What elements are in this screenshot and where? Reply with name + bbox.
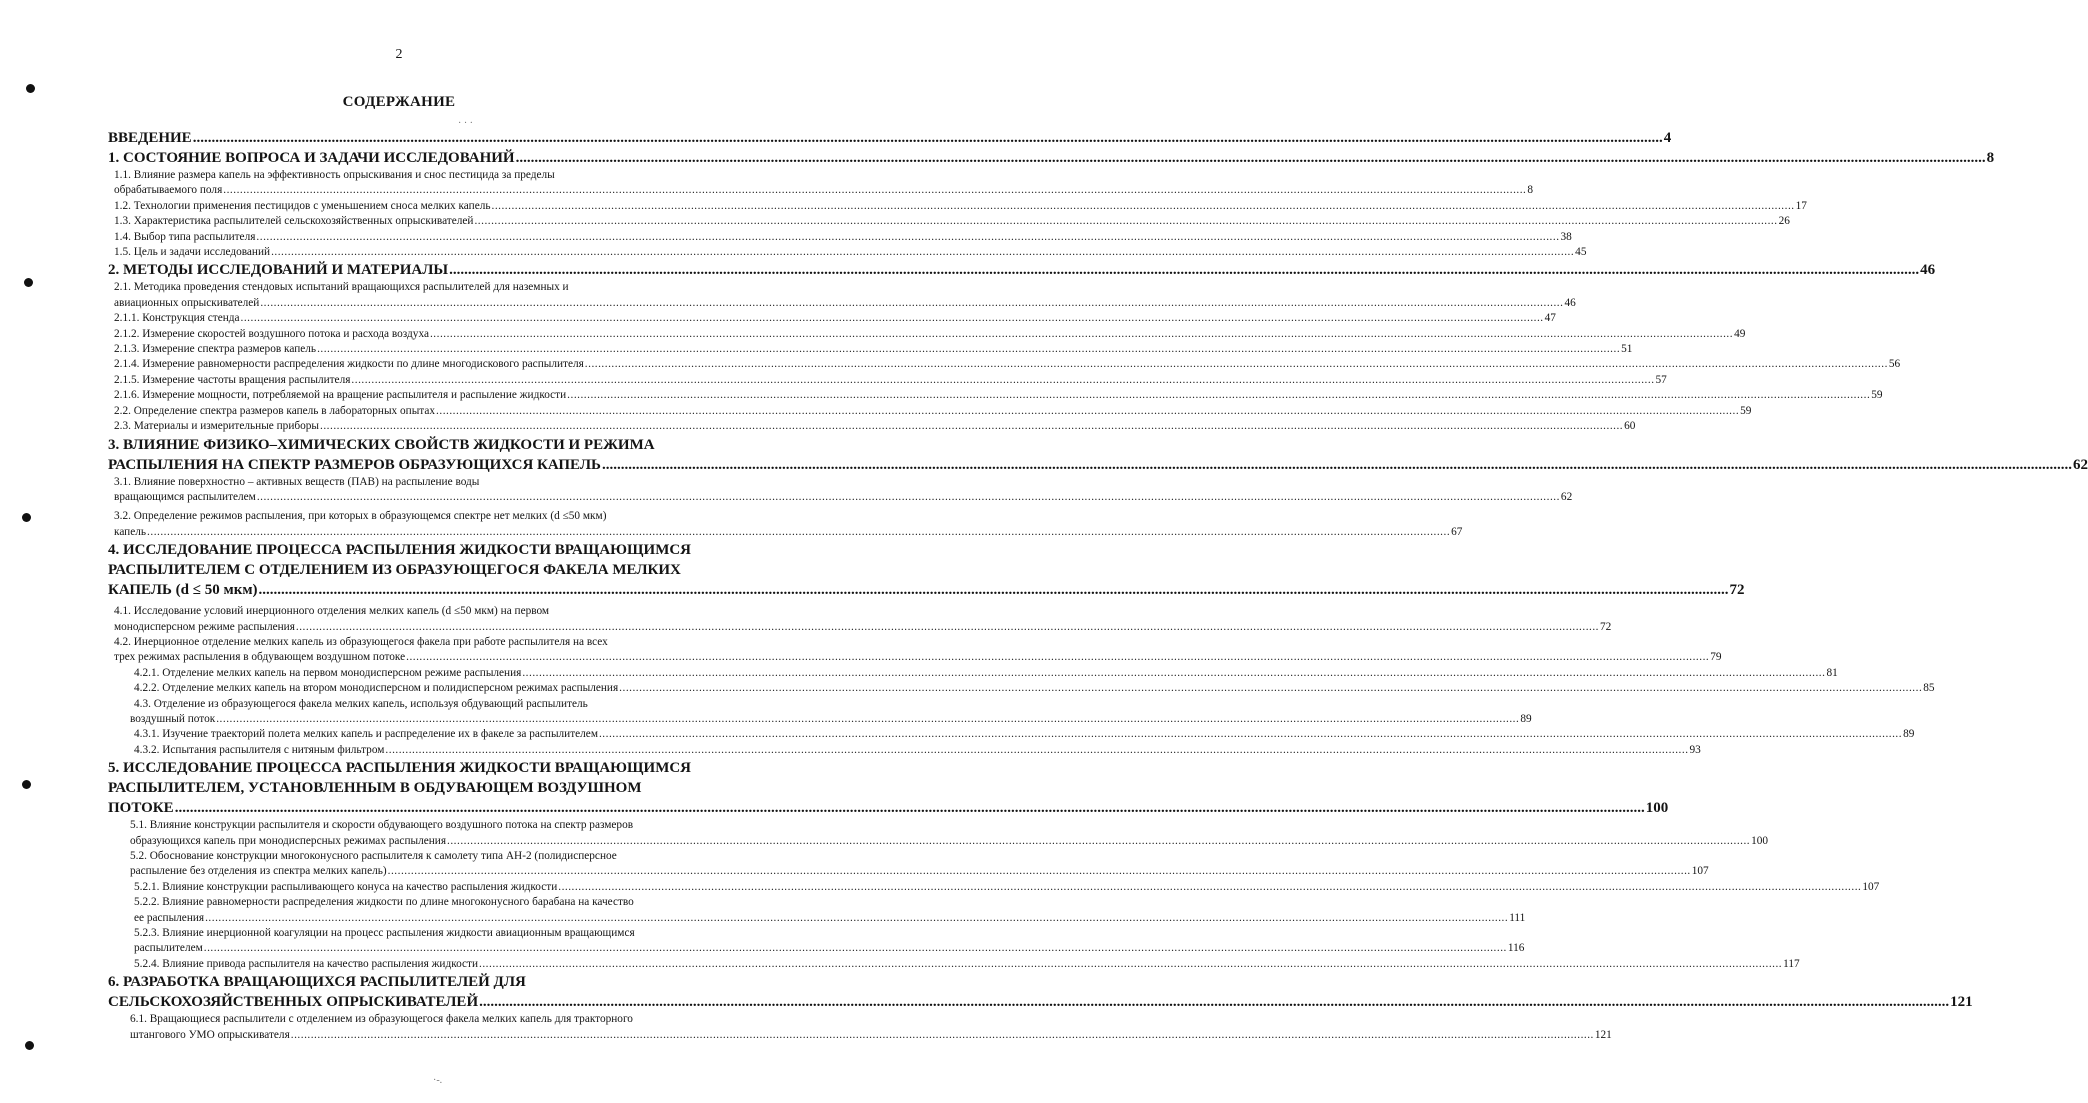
scan-speck: · · · <box>458 118 473 129</box>
toc-entry: 4.2.1. Отделение мелких капель на первом монодисперсном режиме распыления ..... 81 <box>134 666 748 681</box>
toc-entry: 2.1.5. Измерение частоты вращения распылителя ..... 57 <box>114 373 748 388</box>
toc-entry: трех режимах распыления в обдувающем воздушном потоке ..... 79 <box>114 650 748 665</box>
toc-entry: воздушный поток ..... 89 <box>130 712 748 727</box>
toc-entry-line: 6.1. Вращающиеся распылители с отделением из образующегося факела мелких капель для тракторного <box>130 1013 633 1026</box>
toc-entry: 2.2. Определение спектра размеров капель в лабораторных опытах ..... 59 <box>114 404 748 419</box>
binder-hole <box>22 780 31 789</box>
toc-entry: 5.2.1. Влияние конструкции распыливающего конуса на качество распыления жидкости ..... 107 <box>134 880 748 895</box>
binder-hole <box>26 84 35 93</box>
toc-entry: 2.1.2. Измерение скоростей воздушного потока и расхода воздуха ..... 49 <box>114 327 748 342</box>
toc-chapter: СЕЛЬСКОХОЗЯЙСТВЕННЫХ ОПРЫСКИВАТЕЛЕЙ ..... 121 <box>108 992 748 1012</box>
toc-entry: монодисперсном режиме распыления ..... 72 <box>114 620 748 635</box>
toc-entry: 1.4. Выбор типа распылителя ..... 38 <box>114 230 748 245</box>
toc-chapter-line: 4. ИССЛЕДОВАНИЕ ПРОЦЕССА РАСПЫЛЕНИЯ ЖИДКОСТИ ВРАЩАЮЩИМСЯ <box>108 542 692 559</box>
toc-entry: распыление без отделения из спектра мелких капель) ..... 107 <box>130 864 748 879</box>
toc-entry-line: 3.1. Влияние поверхностно – активных веществ (ПАВ) на распыление воды <box>114 475 480 488</box>
toc-entry: 5.2.4. Влияние привода распылителя на качество распыления жидкости ..... 117 <box>134 957 748 972</box>
toc-entry: ее распыления ..... 111 <box>134 911 748 926</box>
toc-chapter: ВВЕДЕНИЕ ..... 4 <box>108 128 748 148</box>
toc-entry-line: 5.2.2. Влияние равномерности распределения жидкости по длине многоконусного барабана на качество <box>134 896 634 909</box>
scan-speck: ·-. <box>433 1075 443 1086</box>
toc-entry: 2.1.4. Измерение равномерности распределения жидкости по длине многодискового распылителя ..... 56 <box>114 357 748 372</box>
page-number: 2 <box>395 47 403 62</box>
toc-entry: капель ..... 67 <box>114 525 748 540</box>
toc-chapter-line: РАСПЫЛИТЕЛЕМ С ОТДЕЛЕНИЕМ ИЗ ОБРАЗУЮЩЕГОСЯ ФАКЕЛА МЕЛКИХ <box>108 562 681 579</box>
toc-entry: образующихся капель при монодисперсных режимах распыления ..... 100 <box>130 834 748 849</box>
toc-entry-line: 4.3. Отделение из образующегося факела мелких капель, используя обдувающий распылитель <box>134 697 588 710</box>
toc-entry: 2.1.3. Измерение спектра размеров капель ..... 51 <box>114 342 748 357</box>
toc-entry-line: 4.2. Инерционное отделение мелких капель из образующегося факела при работе распылителя на всех <box>114 635 608 648</box>
toc-chapter: КАПЕЛЬ (d ≤ 50 мкм) ..... 72 <box>108 580 748 600</box>
toc-chapter: 2. МЕТОДЫ ИССЛЕДОВАНИЙ И МАТЕРИАЛЫ ..... 46 <box>108 260 748 280</box>
toc-entry: распылителем ..... 116 <box>134 941 748 956</box>
binder-hole <box>22 513 31 522</box>
toc-entry-line: 5.1. Влияние конструкции распылителя и скорости обдувающего воздушного потока на спектр размеров <box>130 819 634 832</box>
toc-entry: 2.1.6. Измерение мощности, потребляемой на вращение распылителя и распыление жидкости ..... 59 <box>114 388 748 403</box>
toc-chapter-line: 6. РАЗРАБОТКА ВРАЩАЮЩИХСЯ РАСПЫЛИТЕЛЕЙ ДЛЯ <box>108 974 526 991</box>
toc-entry: 4.3.2. Испытания распылителя с нитяным фильтром ..... 93 <box>134 743 748 758</box>
toc-entry: 2.1.1. Конструкция стенда ..... 47 <box>114 311 748 326</box>
toc-entry: 1.2. Технологии применения пестицидов с уменьшением сноса мелких капель ..... 17 <box>114 199 748 214</box>
binder-hole <box>25 1041 34 1050</box>
toc-entry-line: 4.1. Исследование условий инерционного отделения мелких капель (d ≤50 мкм) на первом <box>114 605 550 618</box>
toc-entry: штангового УМО опрыскивателя ..... 121 <box>130 1028 748 1043</box>
toc-chapter-line: 5. ИССЛЕДОВАНИЕ ПРОЦЕССА РАСПЫЛЕНИЯ ЖИДКОСТИ ВРАЩАЮЩИМСЯ <box>108 760 692 777</box>
toc-entry-line: 5.2.3. Влияние инерционной коагуляции на процесс распыления жидкости авиационным вращающимся <box>134 927 635 940</box>
toc-entry-line: 2.1. Методика проведения стендовых испытаний вращающихся распылителей для наземных и <box>114 281 569 294</box>
toc-entry: обрабатываемого поля ..... 8 <box>114 183 748 198</box>
toc-chapter: РАСПЫЛЕНИЯ НА СПЕКТР РАЗМЕРОВ ОБРАЗУЮЩИХСЯ КАПЕЛЬ ..... 62 <box>108 455 748 475</box>
toc-chapter: ПОТОКЕ ..... 100 <box>108 798 748 818</box>
toc-entry: 2.3. Материалы и измерительные приборы ..... 60 <box>114 419 748 434</box>
binder-hole <box>24 278 33 287</box>
toc-entry: 1.3. Характеристика распылителей сельскохозяйственных опрыскивателей ..... 26 <box>114 214 748 229</box>
toc-entry: 4.2.2. Отделение мелких капель на втором монодисперсном и полидисперсном режимах распыления ..... 85 <box>134 681 748 696</box>
toc-chapter-line: РАСПЫЛИТЕЛЕМ, УСТАНОВЛЕННЫМ В ОБДУВАЮЩЕМ ВОЗДУШНОМ <box>108 780 642 797</box>
toc-entry-line: 3.2. Определение режимов распыления, при которых в образующемся спектре нет мелких (d ≤50 мкм) <box>114 510 607 523</box>
toc-entry: 4.3.1. Изучение траекторий полета мелких капель и распределение их в факеле за распылителем ..... 89 <box>134 727 748 742</box>
toc-entry: авиационных опрыскивателей ..... 46 <box>114 296 748 311</box>
toc-entry: 1.5. Цель и задачи исследований ..... 45 <box>114 245 748 260</box>
page-title: СОДЕРЖАНИЕ <box>342 94 456 110</box>
toc-entry-line: 5.2. Обоснование конструкции многоконусного распылителя к самолету типа АН-2 (полидисперсное <box>130 850 617 862</box>
toc-entry: вращающимся распылителем ..... 62 <box>114 490 748 505</box>
toc-entry-line: 1.1. Влияние размера капель на эффективность опрыскивания и снос пестицида за пределы <box>114 169 555 181</box>
toc-chapter-line: 3. ВЛИЯНИЕ ФИЗИКО–ХИМИЧЕСКИХ СВОЙСТВ ЖИДКОСТИ И РЕЖИМА <box>108 436 655 453</box>
toc-chapter: 1. СОСТОЯНИЕ ВОПРОСА И ЗАДАЧИ ИССЛЕДОВАНИЙ ..... 8 <box>108 148 748 168</box>
table-of-contents <box>108 128 2088 1043</box>
